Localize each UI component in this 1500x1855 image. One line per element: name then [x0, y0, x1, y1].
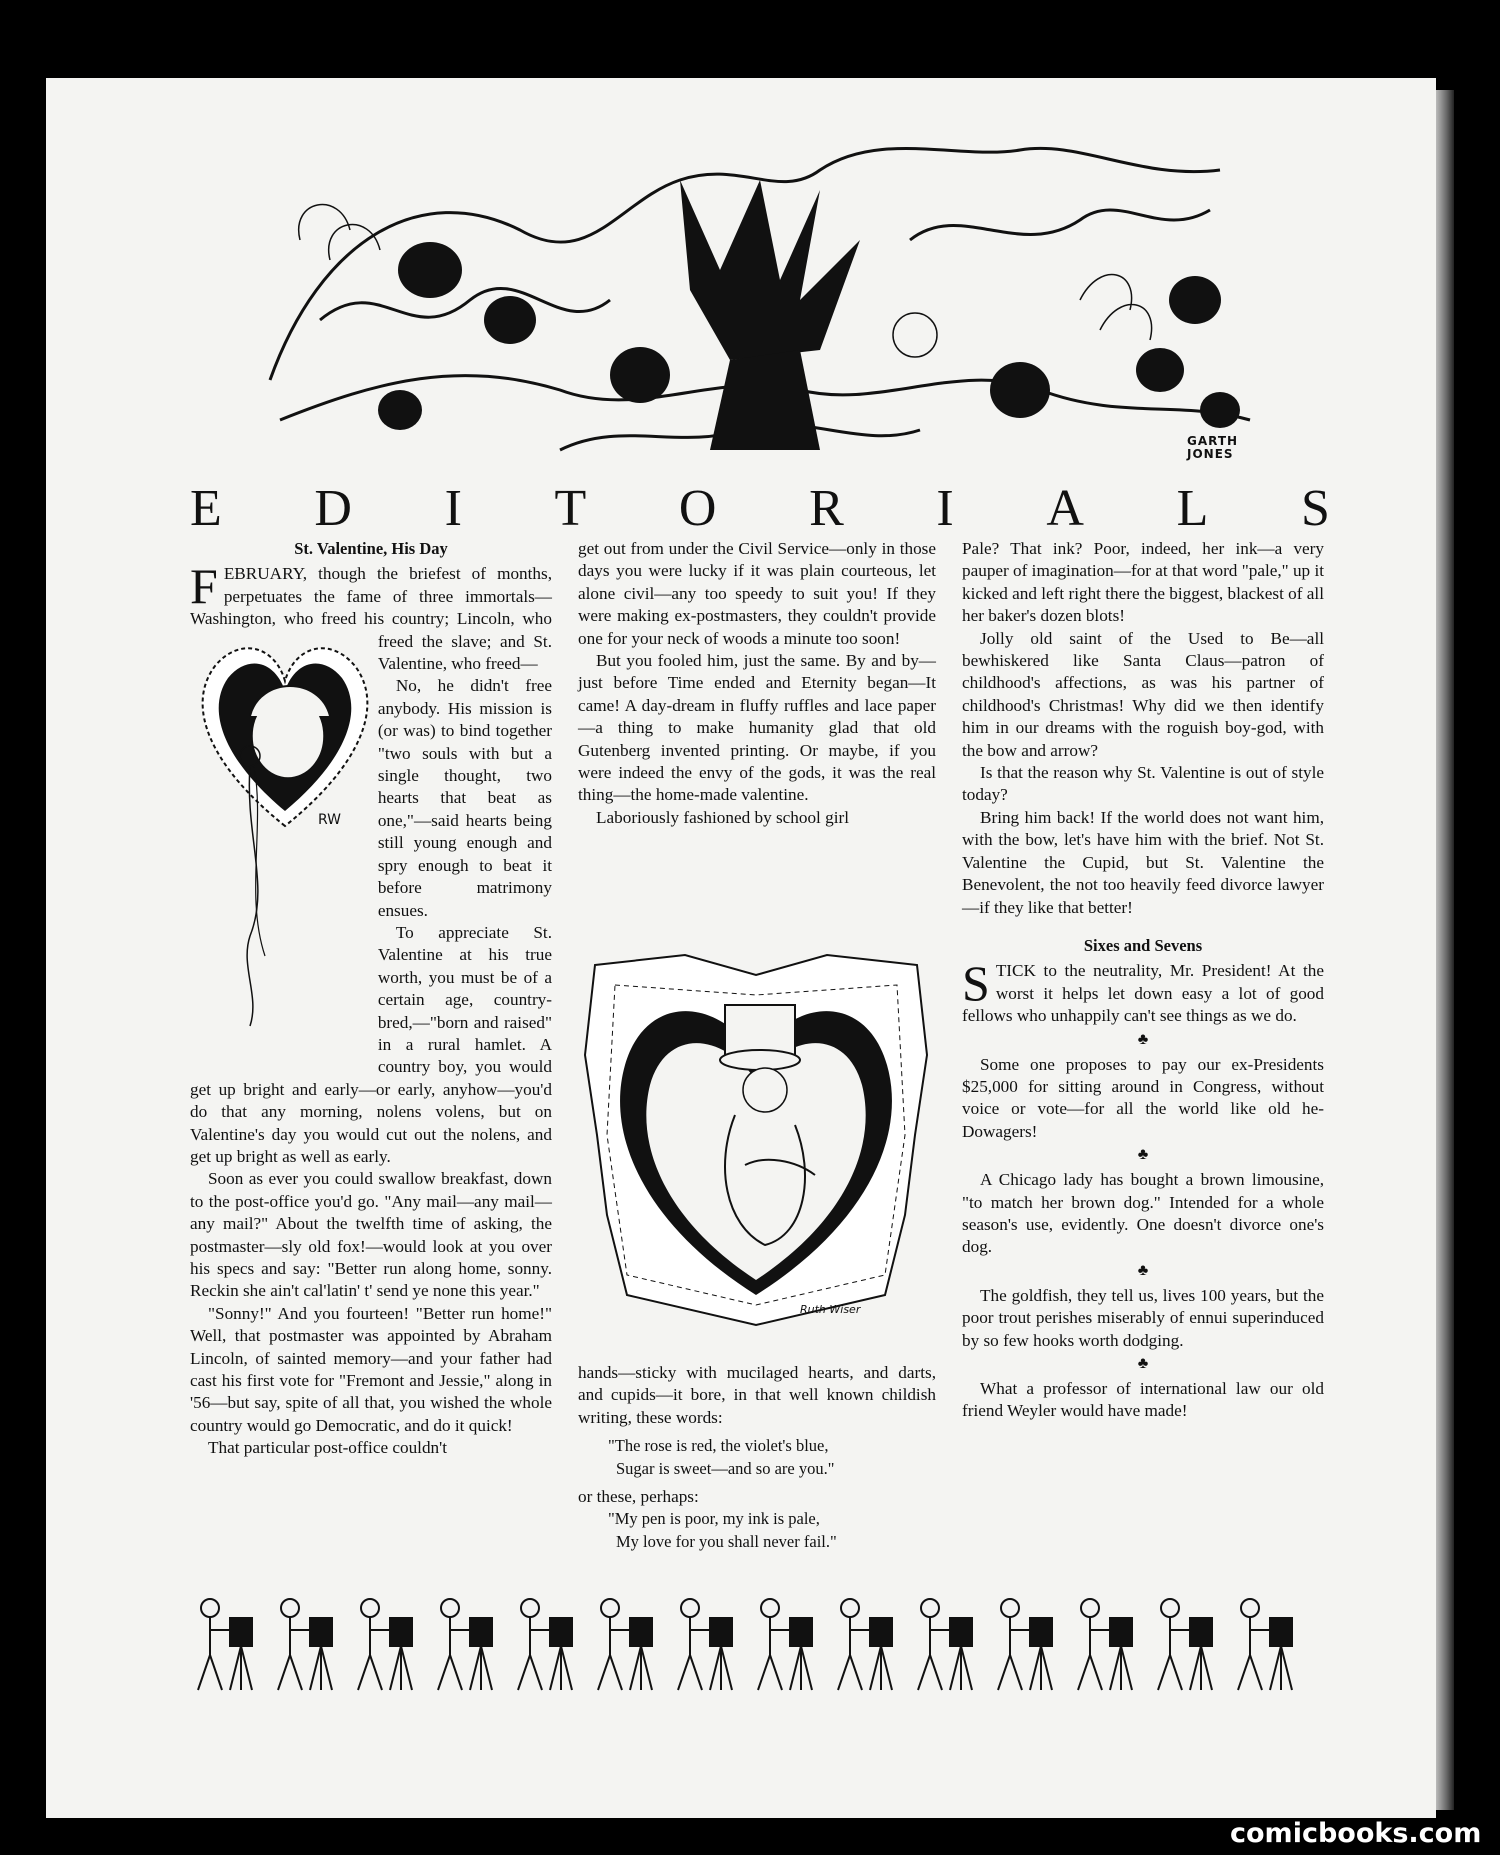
article-paragraph: To appreciate St. Valentine at his true worth, you must be of a certain age, country-bred,—"born and raised" in a rural hamlet. A country boy, you would get up bright and early—or early, anyhow—you'd do that any morning, nolens volens, but on Valentine's day you would cut out the nolens, and get up bright as well as early. [190, 922, 552, 1166]
club-separator-icon: ♣ [1137, 1355, 1149, 1372]
article-paragraph: The goldfish, they tell us, lives 100 years, but the poor trout perishes miserably of ennui superinduced by so few hooks worth dodging. [962, 1285, 1324, 1350]
article-paragraph: Jolly old saint of the Used to Be—all bewhiskered like Santa Claus—patron of childhood's affections, as was his partner of childhood's Christmas! Why did we then identify him in our dreams with the roguish boy-god, with the bow and arrow? [962, 628, 1324, 760]
article-heading: St. Valentine, His Day [294, 539, 448, 558]
header-artist-signature: GARTH JONES [1187, 434, 1239, 461]
article-paragraph: or these, perhaps: [578, 1487, 699, 1507]
article-paragraph: Some one proposes to pay our ex-Presidents $25,000 for sitting around in Congress, without voice or vote—for all the world like old he-Dowagers! [962, 1054, 1324, 1141]
title-letter: O [678, 479, 717, 537]
article-paragraph: Laboriously fashioned by school girl [596, 807, 849, 827]
header-ornament-illustration [260, 120, 1260, 475]
article-paragraph: "Sonny!" And you fourteen! "Better run home!" Well, that postmaster was appointed by Abraham Lincoln, of sainted memory—and your father had cast his first vote for "Fremont and Jessie," along in '56—but say, spite of all that, you wished the whole country would go Democratic, and do it quick! [190, 1303, 552, 1435]
title-letter: L [1176, 479, 1209, 537]
title-letter: I [444, 479, 462, 537]
footer-cameramen-illustration [190, 1590, 1340, 1700]
column-2 [578, 538, 936, 829]
article-paragraph: Bring him back! If the world does not want him, with the bow, let's have him with the brief. Not St. Valentine the Cupid, but St. Valentine the Benevolent, the not too heavily feed divorce lawyer—if they like that better! [962, 807, 1324, 917]
large-valentine-illustration [565, 935, 947, 1335]
article-paragraph: hands—sticky with mucilaged hearts, and darts, and cupids—it bore, in that well known childish writing, these words: [578, 1363, 936, 1427]
article-paragraph: A Chicago lady has bought a brown limousine, "to match her brown dog." Intended for a whole season's use, evidently. One doesn't divorce one's dog. [962, 1170, 1324, 1257]
article-paragraph: get out from under the Civil Service—only in those days you were lucky if it was plain courteous, let alone civil—any too speedy to suit you! If they were making ex-postmasters, they couldn't provide one for your neck of woods a minute too soon! [578, 539, 936, 648]
page-title [190, 478, 1330, 538]
large-valentine-signature: Ruth Wiser [800, 1303, 861, 1316]
club-separator-icon: ♣ [1137, 1030, 1149, 1048]
title-letter: S [1300, 479, 1330, 537]
title-letter: R [809, 479, 844, 537]
article-paragraph: But you fooled him, just the same. By and by—just before Time ended and Eternity began—It came! A day-dream in fluffy ruffles and lace paper—a thing to make humanity glad that old Gutenberg invented printing. Or maybe, if you were indeed the envy of the gods, it was the real thing—the home-made valentine. [578, 651, 936, 805]
article-paragraph: That particular post-office couldn't [208, 1438, 448, 1458]
drop-cap: S [962, 955, 990, 1012]
column-3 [962, 538, 1324, 1423]
article-paragraph: What a professor of international law our old friend Weyler would have made! [962, 1379, 1324, 1421]
title-letter: T [554, 479, 587, 537]
title-letter: D [314, 479, 352, 537]
small-valentine-illustration [190, 636, 380, 1036]
small-valentine-signature: RW [318, 812, 342, 828]
article-paragraph: No, he didn't free anybody. His mission is (or was) to bind together "two souls with but a single thought, two hearts that beat as one,"—said hearts being still young enough and spry enough to beat it before matrimony ensues. [377, 676, 552, 920]
drop-cap: F [190, 558, 218, 615]
article-paragraph: Soon as ever you could swallow breakfast, down to the post-office you'd go. "Any mail—any mail—any mail?" About the twelfth time of asking, the postmaster—sly old fox!—would look at you over his specs and say: "Better run along home, sonny. Reckin she ain't cal'latin' t' send ye none this year." [190, 1169, 552, 1301]
club-separator-icon: ♣ [1137, 1261, 1149, 1279]
club-separator-icon: ♣ [1137, 1146, 1149, 1164]
article-paragraph: Is that the reason why St. Valentine is out of style today? [962, 763, 1324, 805]
article-paragraph: STICK to the neutrality, Mr. President! At the worst it helps let down easy a lot of good fellows who unhappily can't see things as we do. [962, 955, 1324, 1026]
title-letter: A [1046, 479, 1084, 537]
verse-quote: "The rose is red, the violet's blue, Sugar is sweet—and so are you." [608, 1436, 835, 1478]
article-paragraph: Pale? That ink? Poor, indeed, her ink—a very pauper of imagination—for at that word "pale," up it kicked and left right there the biggest, blackest of all her baker's dozen blots! [962, 539, 1324, 626]
title-letter: E [190, 479, 222, 537]
title-letter: I [936, 479, 954, 537]
column-2-lower [578, 1362, 936, 1553]
verse-quote: "My pen is poor, my ink is pale, My love for you shall never fail." [608, 1509, 837, 1551]
watermark: comicbooks.com [1230, 1818, 1482, 1849]
article-heading: Sixes and Sevens [1083, 935, 1203, 955]
article-paragraph: FEBRUARY, though the briefest of months, perpetuates the fame of three immortals—Washington, who freed his country; Lincoln, who freed the slave; and St. Valentine, who freed— [190, 563, 552, 675]
page-edge-shadow [1436, 90, 1454, 1810]
